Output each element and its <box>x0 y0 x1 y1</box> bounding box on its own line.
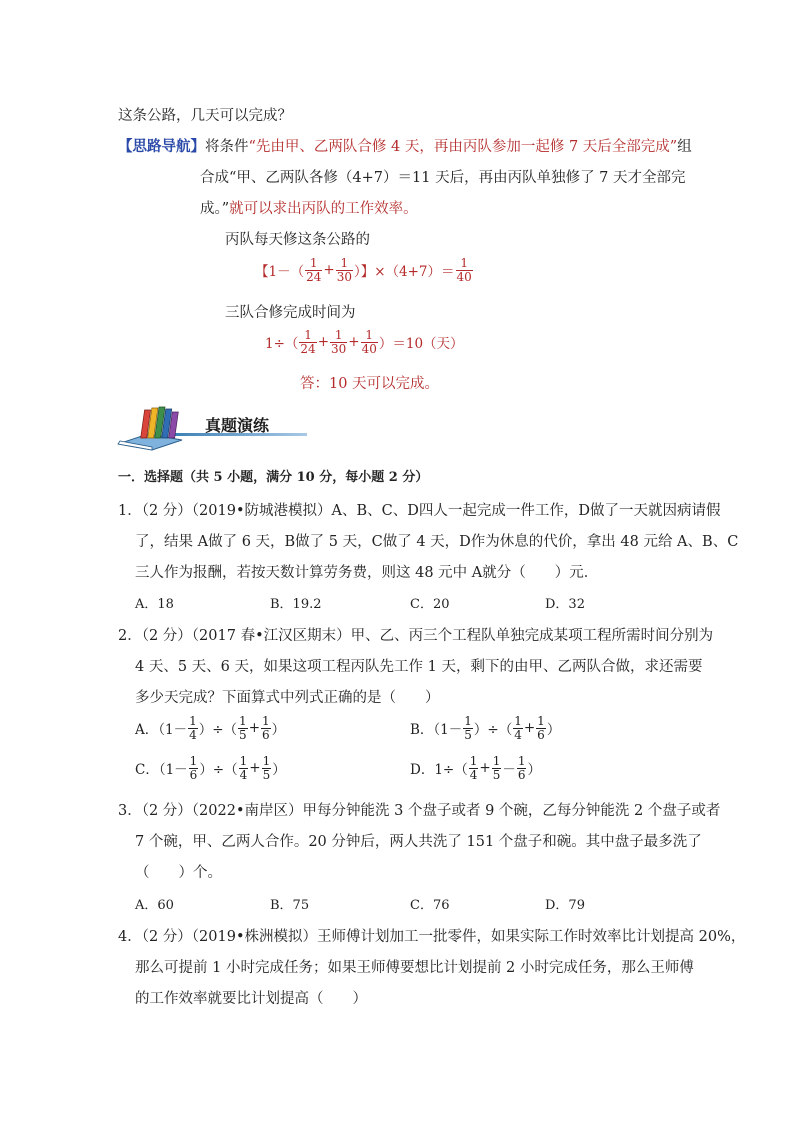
numerator: 1 <box>464 714 472 728</box>
fraction <box>261 715 271 741</box>
hint-quote: “先由甲、乙两队合修 4 天，再由丙队参加一起修 7 天后全部完成” <box>248 139 678 155</box>
equation-2 <box>265 329 464 355</box>
denominator: 30 <box>336 269 352 284</box>
denominator: 6 <box>537 727 545 742</box>
question-3-line-2: 7 个碗，甲、乙两人合作。20 分钟后，两人共洗了 151 个盘子和碗。其中盘子最多洗了 <box>135 834 702 850</box>
intro-line: 这条公路，几天可以完成？ <box>118 108 292 124</box>
fraction <box>536 715 546 741</box>
fraction <box>239 755 249 781</box>
question-1-option-d[interactable]: D．32 <box>545 597 585 612</box>
question-2-option-c[interactable] <box>135 755 286 781</box>
eq1-fraction-1 <box>305 257 322 283</box>
option-text: C．（1－ <box>135 762 188 779</box>
numerator: 1 <box>365 328 374 342</box>
eq1-plus: + <box>323 262 335 279</box>
option-text: ） <box>546 722 561 739</box>
eq2-plus-1: + <box>317 334 329 351</box>
option-text: － <box>502 762 516 779</box>
fraction <box>238 715 248 741</box>
denominator: 5 <box>492 767 501 782</box>
eq2-fraction-3 <box>361 329 378 355</box>
option-text: ）÷（ <box>199 762 238 779</box>
eq1-close: ）】×（4+7）＝ <box>353 264 455 281</box>
eq1-result <box>456 257 473 283</box>
solution-label-1: 丙队每天修这条公路的 <box>225 232 370 248</box>
denominator: 6 <box>517 767 526 782</box>
question-3-option-b[interactable]: B．75 <box>270 898 310 913</box>
eq2-fraction-2 <box>330 329 347 355</box>
question-2-line-3: 多少天完成？下面算式中列式正确的是（ ） <box>135 690 440 706</box>
option-text: + <box>248 720 260 737</box>
fraction <box>463 715 473 741</box>
fraction <box>469 755 479 781</box>
fraction <box>262 755 272 781</box>
hint-line-3 <box>200 197 418 218</box>
question-2-line-1: 2．（2 分）（2017 春•江汉区期末）甲、乙、丙三个工程队单独完成某项工程所需时间分别为 <box>118 628 714 644</box>
fraction <box>517 755 527 781</box>
denominator: 24 <box>306 269 322 284</box>
numerator: 1 <box>517 754 526 768</box>
solution-answer: 答：10 天可以完成。 <box>300 376 440 392</box>
question-3-line-3: （ ）个。 <box>135 865 222 881</box>
eq2-fraction-1 <box>299 329 316 355</box>
question-4-line-2: 那么可提前 1 小时完成任务；如果王师傅要想比计划提前 2 小时完成任务，那么王师傅 <box>135 960 694 976</box>
eq2-close: ）＝10（天） <box>378 336 464 353</box>
question-2-line-2: 4 天、5 天、6 天，如果这项工程丙队先工作 1 天，剩下的由甲、乙两队合做，求还需要 <box>135 659 703 675</box>
eq1-open: 【1－（ <box>255 264 305 281</box>
numerator: 1 <box>340 256 349 270</box>
numerator: 1 <box>460 256 468 270</box>
fraction <box>188 715 198 741</box>
option-text: ） <box>271 722 286 739</box>
equation-1 <box>255 257 474 283</box>
solution-label-2: 三队合修完成时间为 <box>225 305 356 321</box>
question-2-option-a[interactable] <box>135 715 285 741</box>
numerator: 1 <box>239 754 248 768</box>
hint-line-3-black: 成。” <box>200 201 230 217</box>
question-4-line-3: 的工作效率就要比计划提高（ ） <box>135 991 367 1007</box>
denominator: 4 <box>239 767 248 782</box>
numerator: 1 <box>309 256 318 270</box>
numerator: 1 <box>492 754 501 768</box>
question-3-option-c[interactable]: C．76 <box>410 898 450 913</box>
question-1-option-a[interactable]: A．18 <box>135 597 174 612</box>
option-text: B．（1－ <box>410 722 463 739</box>
denominator: 6 <box>262 727 270 742</box>
numerator: 1 <box>514 714 522 728</box>
question-1-option-b[interactable]: B．19.2 <box>270 597 322 612</box>
numerator: 1 <box>262 754 271 768</box>
option-text: ） <box>527 762 541 779</box>
numerator: 1 <box>189 754 198 768</box>
numerator: 1 <box>239 714 247 728</box>
numerator: 1 <box>334 328 343 342</box>
denominator: 6 <box>189 767 198 782</box>
denominator: 4 <box>514 727 522 742</box>
option-text: A．（1－ <box>135 722 188 739</box>
numerator: 1 <box>469 754 478 768</box>
denominator: 4 <box>189 727 197 742</box>
option-text: ）÷（ <box>198 722 238 739</box>
question-1-line-2: 了，结果 A做了 6 天，B做了 5 天，C做了 4 天，D作为休息的代价，拿出 48 元给 A、B、C <box>135 534 739 550</box>
option-text: ）÷（ <box>473 722 513 739</box>
question-1-option-c[interactable]: C．20 <box>410 597 450 612</box>
numerator: 1 <box>304 328 312 342</box>
section-heading: 一．选择题（共 5 小题，满分 10 分，每小题 2 分） <box>118 470 429 485</box>
hint-line-2: 合成“甲、乙两队各修（4+7）＝11 天后，再由丙队单独修了 7 天才全部完 <box>200 170 686 186</box>
denominator: 24 <box>300 341 316 356</box>
section-banner-title: 真题演练 <box>205 416 270 435</box>
question-2-option-b[interactable] <box>410 715 560 741</box>
eq2-open: 1÷（ <box>265 336 299 353</box>
fraction <box>492 755 502 781</box>
denominator: 5 <box>262 767 271 782</box>
option-text: ） <box>272 762 286 779</box>
question-2-option-d[interactable] <box>410 755 541 781</box>
numerator: 1 <box>537 714 545 728</box>
numerator: 1 <box>262 714 270 728</box>
denominator: 5 <box>464 727 472 742</box>
denominator: 4 <box>469 767 478 782</box>
question-3-option-d[interactable]: D．79 <box>545 898 585 913</box>
fraction <box>189 755 199 781</box>
eq2-plus-2: + <box>348 334 360 351</box>
question-3-option-a[interactable]: A．60 <box>135 898 174 913</box>
denominator: 40 <box>456 269 472 284</box>
option-text: + <box>479 760 491 777</box>
hint-line-3-red: 就可以求出丙队的工作效率。 <box>229 201 418 217</box>
question-4-line-1: 4．（2 分）（2019•株洲模拟）王师傅计划加工一批零件，如果实际工作时效率比计划提高 20%， <box>118 929 746 945</box>
hint-label: 【思路导航】 <box>118 138 205 155</box>
hint-line-1 <box>118 135 692 156</box>
denominator: 5 <box>239 727 247 742</box>
question-1-line-1: 1．（2 分）（2019•防城港模拟）A、B、C、D四人一起完成一件工作，D做了一天就因病请假 <box>118 503 721 519</box>
fraction <box>513 715 523 741</box>
eq1-fraction-2 <box>336 257 353 283</box>
option-text: D．1÷（ <box>410 762 468 779</box>
question-1-line-3: 三人作为报酬，若按天数计算劳务费，则这 48 元中 A就分（ ）元． <box>135 565 599 581</box>
option-text: + <box>249 760 261 777</box>
option-text: + <box>523 720 536 737</box>
denominator: 40 <box>361 341 377 356</box>
question-3-line-1: 3．（2 分）（2022•南岸区）甲每分钟能洗 3 个盘子或者 9 个碗，乙每分钟能洗 2 个盘子或者 <box>118 803 721 819</box>
numerator: 1 <box>189 714 197 728</box>
hint-suffix: 组 <box>677 139 692 155</box>
hint-prefix: 将条件 <box>205 139 249 155</box>
denominator: 30 <box>331 341 347 356</box>
